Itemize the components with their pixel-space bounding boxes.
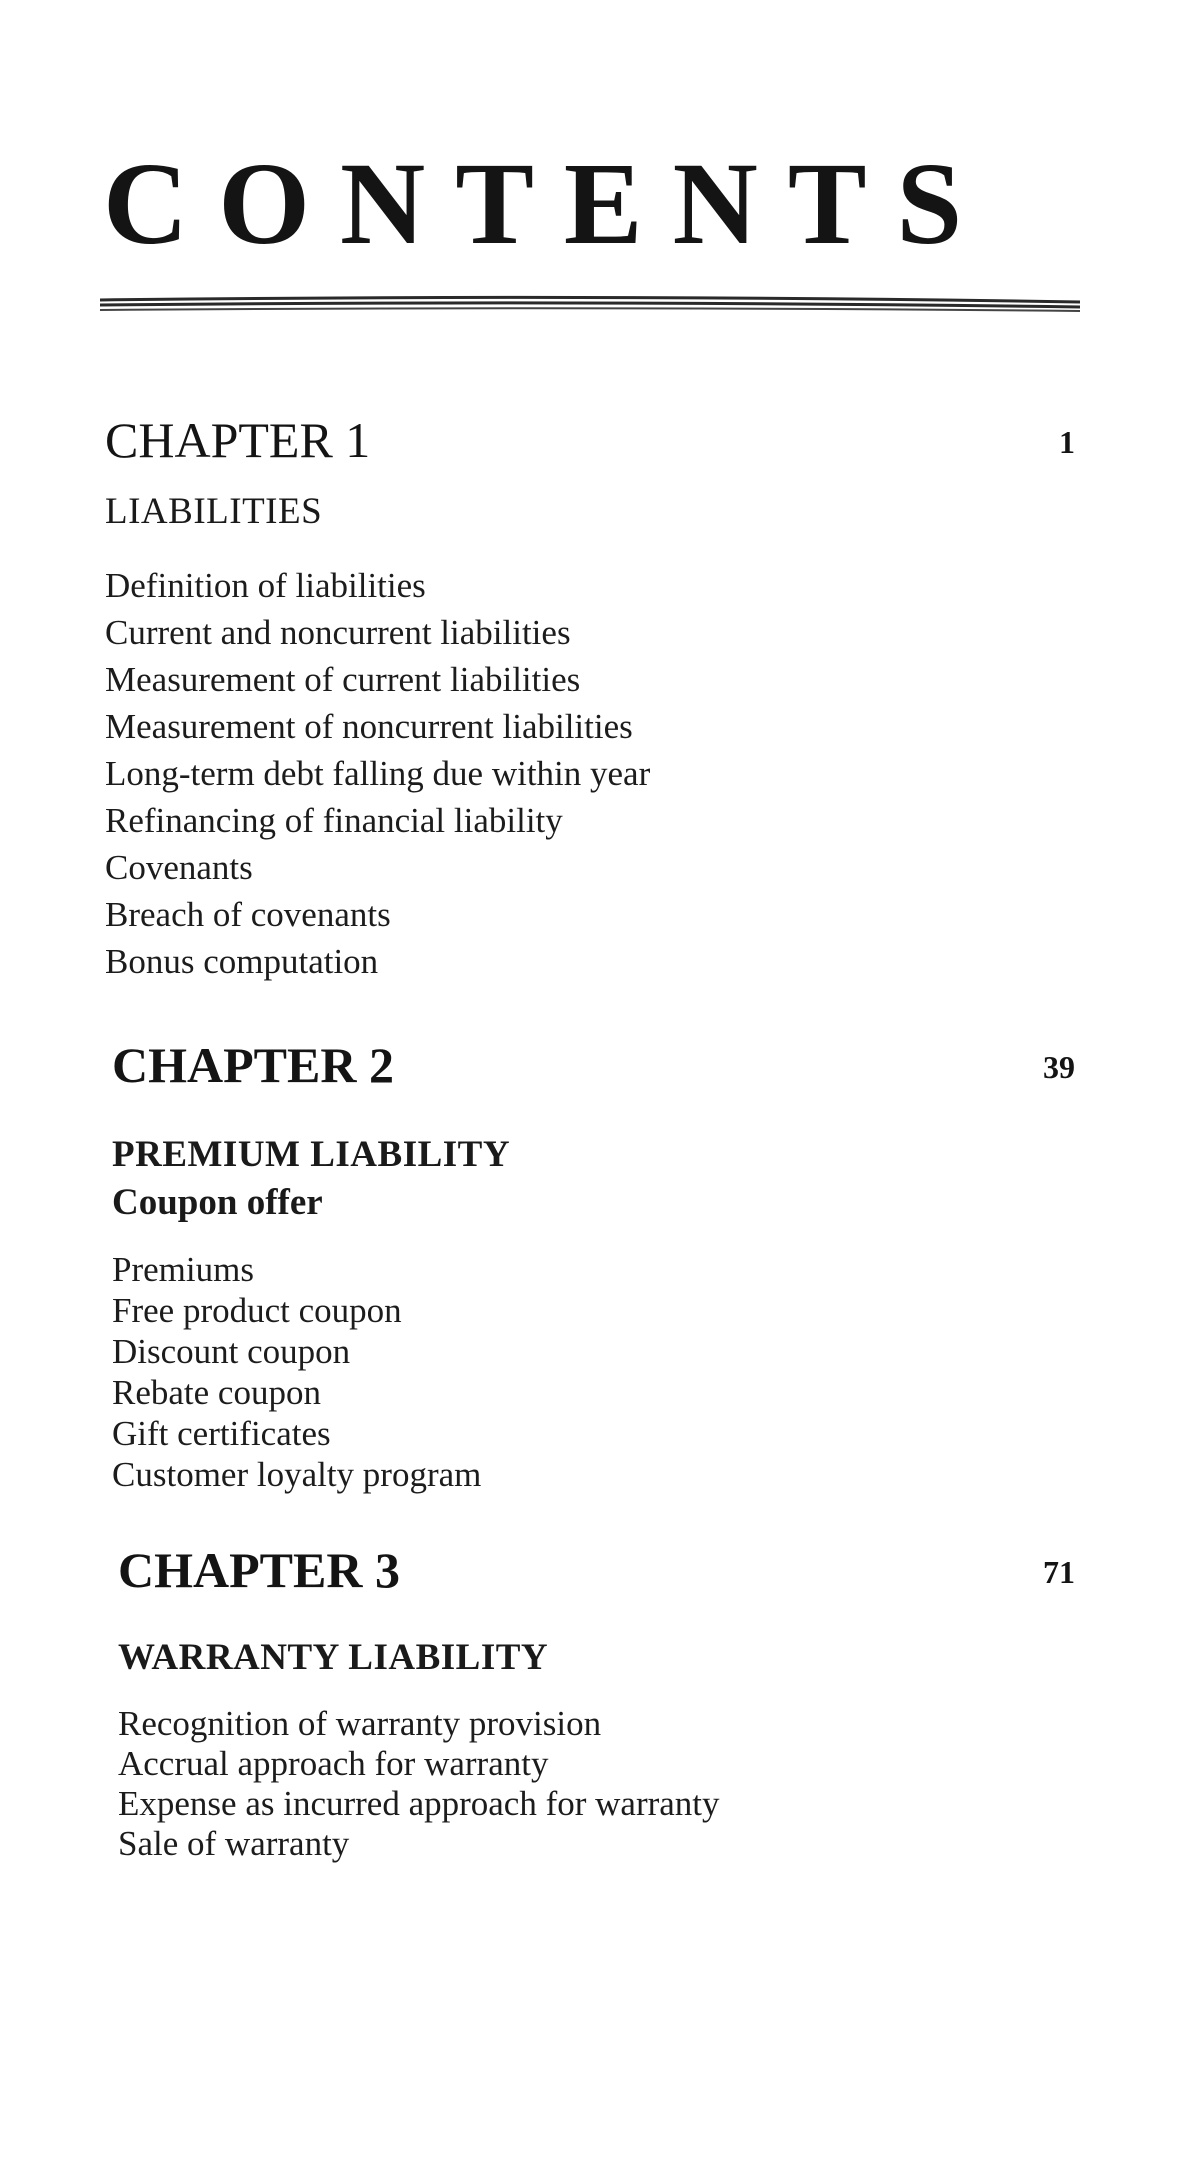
chapter-title: LIABILITIES: [105, 491, 323, 532]
topic-list: [105, 562, 1075, 985]
topic-item: Rebate coupon: [112, 1373, 321, 1412]
topic-item: Free product coupon: [112, 1291, 402, 1330]
topic-item: Premiums: [112, 1250, 254, 1289]
topic-item: Refinancing of financial liability: [105, 801, 563, 840]
topic-item: Sale of warranty: [118, 1824, 350, 1863]
topic-item: Breach of covenants: [105, 895, 391, 934]
chapter-label: CHAPTER 2: [112, 1037, 394, 1093]
topic-item: Definition of liabilities: [105, 566, 426, 605]
topic-item: Customer loyalty program: [112, 1455, 482, 1494]
chapter-title: PREMIUM LIABILITY: [112, 1134, 511, 1175]
chapter-page-number: 39: [1043, 1049, 1075, 1085]
topic-item: Expense as incurred approach for warranty: [118, 1784, 720, 1823]
topic-item: Measurement of current liabilities: [105, 660, 581, 699]
chapter-page-number: 71: [1043, 1554, 1075, 1590]
chapter-title: WARRANTY LIABILITY: [118, 1637, 549, 1678]
title-rule-divider: [100, 292, 1080, 314]
chapter-header: [112, 1035, 1075, 1095]
chapter-header: [118, 1540, 1075, 1600]
chapter-subtitle: Coupon offer: [112, 1182, 323, 1223]
topic-item: Current and noncurrent liabilities: [105, 613, 571, 652]
topic-item: Bonus computation: [105, 942, 379, 981]
topic-item: Measurement of noncurrent liabilities: [105, 707, 633, 746]
chapter-page-number: 1: [1059, 424, 1075, 460]
chapter-3-entry: [118, 1540, 1075, 1864]
chapter-header: [105, 410, 1075, 470]
topic-item: Accrual approach for warranty: [118, 1744, 549, 1783]
topic-item: Recognition of warranty provision: [118, 1704, 602, 1743]
chapter-2-entry: [112, 1035, 1075, 1495]
chapter-label: CHAPTER 3: [118, 1542, 400, 1598]
topic-item: Long-term debt falling due within year: [105, 754, 651, 793]
topic-list: [112, 1249, 1075, 1495]
chapter-1-entry: [105, 410, 1075, 985]
topic-list: [118, 1704, 1075, 1864]
topic-item: Covenants: [105, 848, 253, 887]
contents-heading: CONTENTS: [103, 138, 993, 269]
topic-item: Gift certificates: [112, 1414, 331, 1453]
chapter-label: CHAPTER 1: [105, 412, 371, 468]
topic-item: Discount coupon: [112, 1332, 351, 1371]
